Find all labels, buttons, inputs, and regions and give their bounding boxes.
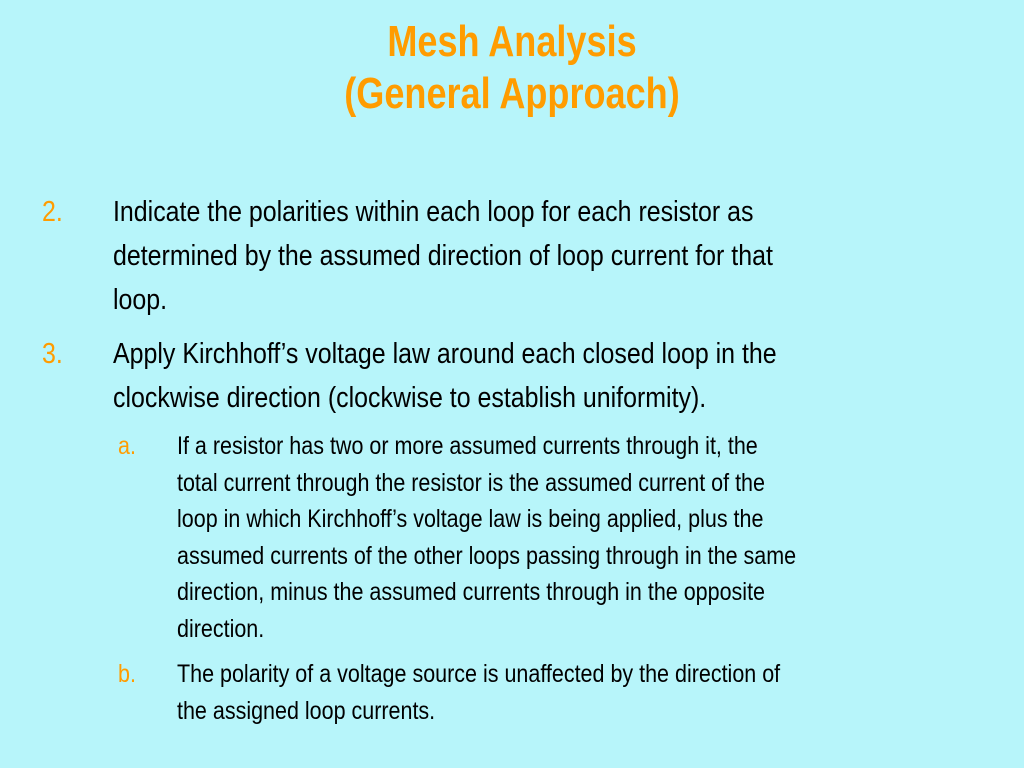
text-line: clockwise direction (clockwise to establish uniformity). [113, 382, 707, 414]
text-line: determined by the assumed direction of loop current for that [113, 240, 773, 272]
slide-title [92, 16, 932, 120]
list-number: 3. [42, 338, 63, 370]
text-line: The polarity of a voltage source is unaffected by the direction of [177, 660, 781, 688]
list-item-text [113, 190, 982, 322]
list-item-text [113, 332, 982, 420]
list-number: 2. [42, 196, 63, 228]
sub-item-text [177, 428, 1024, 647]
text-line: If a resistor has two or more assumed currents through it, the [177, 432, 758, 460]
text-line: Apply Kirchhoff’s voltage law around each closed loop in the [113, 338, 777, 370]
title-line-2: (General Approach) [344, 69, 680, 118]
text-line: loop in which Kirchhoff’s voltage law is being applied, plus the [177, 505, 764, 533]
text-line: total current through the resistor is the assumed current of the [177, 468, 765, 497]
text-line: the assigned loop currents. [177, 696, 436, 725]
text-line: loop. [113, 284, 168, 316]
sub-list-letter: b. [118, 660, 136, 688]
text-line: direction, minus the assumed currents through in the opposite [177, 578, 765, 606]
title-line-1: Mesh Analysis [387, 17, 637, 66]
text-line: direction. [177, 614, 265, 643]
text-line: assumed currents of the other loops passing through in the same [177, 541, 797, 570]
sub-list-letter: a. [118, 432, 136, 460]
text-line: Indicate the polarities within each loop for each resistor as [113, 196, 754, 228]
sub-item-text [177, 656, 1024, 729]
